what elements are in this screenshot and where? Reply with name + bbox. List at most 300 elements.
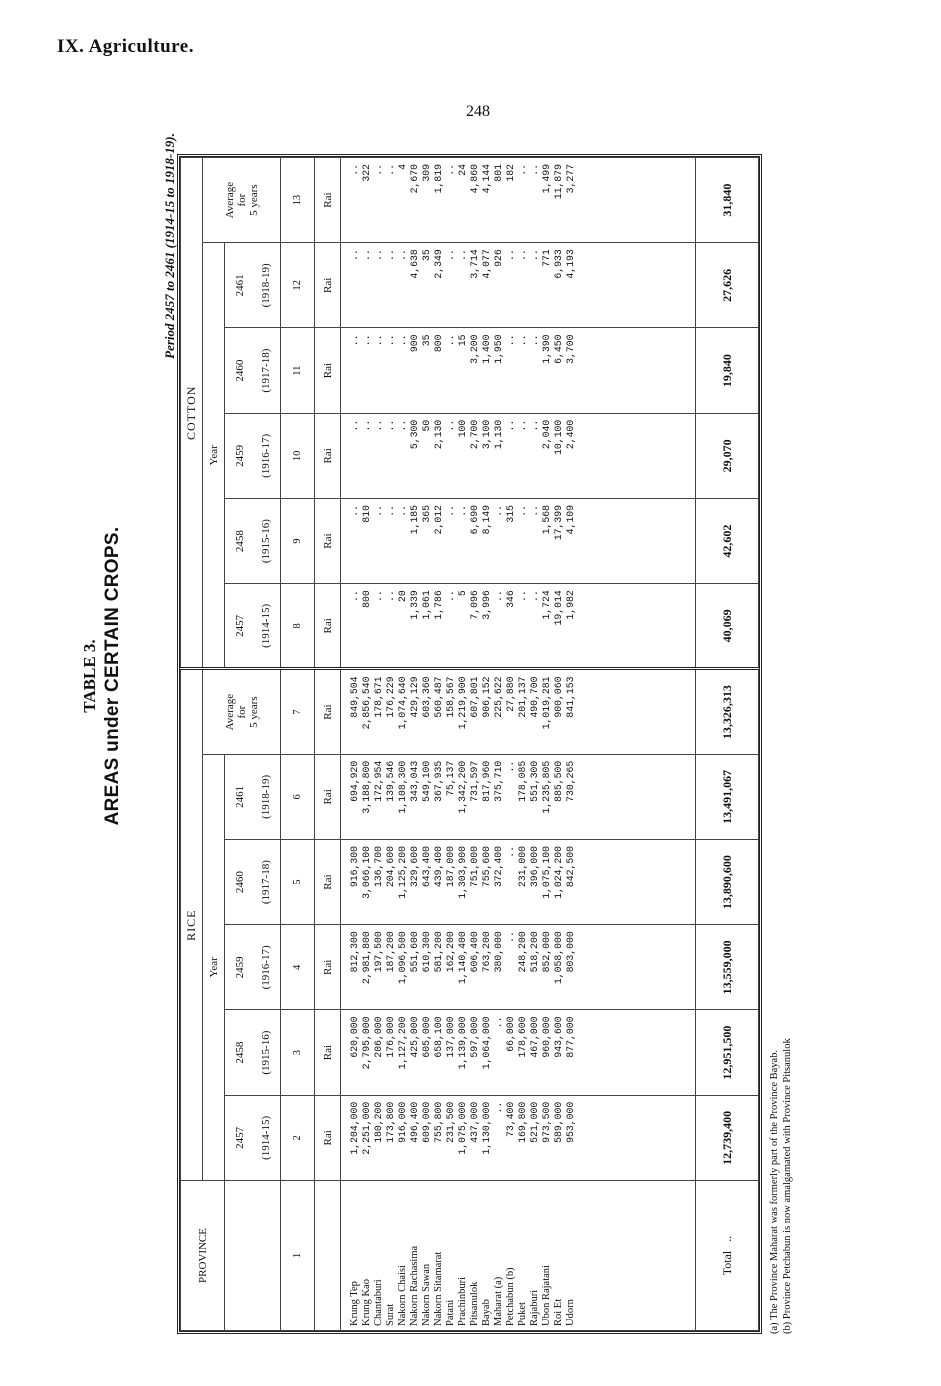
- rice-value: 916,000: [397, 1101, 408, 1143]
- rice-value: ..: [493, 1101, 504, 1114]
- rice-value: 2,795,000: [361, 1016, 372, 1070]
- cotton-total: 29,070: [696, 413, 759, 498]
- rice-value: 2,981,800: [361, 931, 372, 985]
- rice-value: 581,200: [433, 931, 444, 973]
- rice-value: 658,100: [433, 1016, 444, 1058]
- rice-value: 589,000: [553, 1101, 564, 1143]
- rice-value: 496,400: [409, 1101, 420, 1143]
- rice-value: 620,000: [349, 1016, 360, 1058]
- cotton-value: 1,982: [565, 590, 576, 620]
- rice-value: 1,125,200: [397, 846, 408, 899]
- cotton-value: 4,144: [481, 164, 492, 194]
- rice-average-label: Average: [223, 693, 236, 731]
- cotton-value: ..: [349, 419, 360, 432]
- cotton-header: COTTON: [181, 158, 203, 670]
- cotton-total: 31,840: [696, 158, 759, 243]
- rice-total: 13,326,313: [696, 669, 759, 754]
- rice-value: 172,954: [373, 760, 384, 802]
- rice-value: 610,300: [421, 931, 432, 973]
- cotton-value: 800: [361, 590, 372, 608]
- rice-value: 439,400: [433, 846, 444, 888]
- cotton-value: 35: [421, 249, 432, 262]
- rice-value: 900,060: [553, 676, 564, 718]
- rice-value: 803,000: [565, 931, 576, 973]
- cotton-value: ..: [445, 505, 456, 517]
- rice-value: 2,856,540: [361, 676, 372, 730]
- province-name: Petchabun (b): [505, 1267, 516, 1326]
- rice-column-2458: [341, 1010, 696, 1095]
- rice-value: 953,000: [565, 1101, 576, 1143]
- year-ad: (1914-15): [259, 1115, 272, 1160]
- cotton-value: 5,300: [409, 419, 420, 450]
- rice-value: 169,800: [517, 1101, 528, 1143]
- cotton-year-2460: [225, 328, 281, 413]
- rice-value: 916,300: [349, 846, 360, 888]
- rice-value: 173,800: [385, 1101, 396, 1143]
- cotton-value: ..: [445, 334, 456, 347]
- cotton-value: ..: [349, 249, 360, 262]
- period-caption: Period 2457 to 2461 (1914-15 to 1918-19).: [162, 133, 177, 359]
- rice-value: 1,064,000: [481, 1016, 492, 1070]
- column-number: 9: [281, 499, 315, 584]
- cotton-value: ..: [445, 590, 456, 603]
- rice-average-years: 5 years: [247, 696, 260, 728]
- rice-value: 643,400: [421, 846, 432, 888]
- rice-value: 1,140,400: [457, 931, 468, 985]
- rice-value: 343,043: [409, 760, 420, 802]
- section-header: IX. Agriculture.: [57, 36, 194, 57]
- year-be: 2461: [233, 274, 246, 297]
- year-ad: (1917-18): [259, 348, 272, 393]
- rice-value: 1,074,640: [397, 676, 408, 730]
- cotton-value: ..: [385, 249, 396, 262]
- rice-value: 187,000: [445, 846, 456, 888]
- rice-value: 66,000: [505, 1016, 516, 1052]
- cotton-value: ..: [373, 249, 384, 262]
- cotton-value: 2,040: [541, 419, 552, 450]
- rice-year-2461: [225, 754, 281, 839]
- rice-value: 1,342,200: [457, 760, 468, 814]
- rice-value: 372,400: [493, 846, 504, 888]
- column-number: 10: [281, 413, 315, 498]
- cotton-total: 40,069: [696, 584, 759, 669]
- cotton-column-2459: [341, 413, 696, 498]
- year-ad: (1915-16): [259, 1030, 272, 1075]
- cotton-value: 2,130: [433, 419, 444, 450]
- rice-value: 906,152: [481, 676, 492, 718]
- rice-value: 206,000: [373, 1016, 384, 1058]
- cotton-value: 50: [421, 419, 432, 432]
- cotton-value: ..: [397, 419, 408, 432]
- cotton-column-2460: [341, 328, 696, 413]
- cotton-value: ..: [445, 249, 456, 262]
- cotton-value: 3,714: [469, 249, 480, 279]
- cotton-value: 5: [457, 590, 468, 597]
- cotton-year-2457: [225, 584, 281, 669]
- cotton-value: 7,096: [469, 590, 480, 620]
- cotton-column-2457: [341, 584, 696, 669]
- rice-column-2461: [341, 754, 696, 839]
- rice-value: 136,700: [373, 846, 384, 888]
- cotton-value: 3,100: [481, 419, 492, 450]
- cotton-value: 4,860: [469, 164, 480, 194]
- unit-label: Rai: [315, 669, 341, 754]
- cotton-value: ..: [517, 164, 528, 176]
- cotton-value: 1,568: [541, 505, 552, 535]
- rice-value: 885,500: [553, 760, 564, 802]
- rice-value: ..: [505, 760, 516, 773]
- unit-label: Rai: [315, 925, 341, 1010]
- column-number: 3: [281, 1010, 315, 1095]
- cotton-value: 19,014: [553, 590, 564, 626]
- rice-value: 1,139,000: [457, 1016, 468, 1070]
- cotton-value: ..: [385, 590, 396, 603]
- rice-value: 609,000: [421, 1101, 432, 1143]
- rice-value: 73,400: [505, 1101, 516, 1138]
- year-ad: (1917-18): [259, 860, 272, 905]
- cotton-value: ..: [397, 249, 408, 262]
- rice-value: 27,880: [505, 676, 516, 712]
- cotton-value: 3,996: [481, 590, 492, 620]
- cotton-total: 42,602: [696, 499, 759, 584]
- rice-value: ..: [493, 1016, 504, 1029]
- year-ad: (1916-17): [259, 945, 272, 990]
- province-name: Nakorn Rachasima: [409, 1245, 420, 1326]
- cotton-value: 1,339: [409, 590, 420, 620]
- cotton-value: ..: [529, 419, 540, 432]
- rice-value: 178,600: [517, 1016, 528, 1058]
- cotton-value: 810: [361, 505, 372, 523]
- column-number-row: [281, 158, 315, 1331]
- rice-average-for: for: [235, 705, 248, 719]
- rice-value: 1,127,200: [397, 1016, 408, 1070]
- rice-year-header: Year: [203, 754, 225, 1180]
- cotton-value: 4: [397, 164, 408, 170]
- cotton-column-2461: [341, 243, 696, 328]
- unit-label: Rai: [315, 243, 341, 328]
- unit-row: [315, 158, 341, 1331]
- cotton-value: 926: [493, 249, 504, 267]
- unit-label: Rai: [315, 413, 341, 498]
- province-name: Nakorn Chaisi: [397, 1265, 408, 1326]
- rice-value: 176,000: [385, 1016, 396, 1058]
- column-number: 5: [281, 840, 315, 925]
- province-header: PROVINCE: [181, 1181, 225, 1331]
- unit-label: Rai: [315, 158, 341, 243]
- rice-column-2457: [341, 1095, 696, 1180]
- cotton-value: 801: [493, 164, 504, 182]
- total-label: Total ..: [696, 1181, 759, 1331]
- year-be: 2460: [233, 359, 246, 382]
- rice-value: 225,622: [493, 676, 504, 718]
- footnotes: [768, 1038, 794, 1334]
- province-name: Roi Et: [553, 1298, 564, 1326]
- cotton-value: ..: [373, 419, 384, 432]
- cotton-value: 1,130: [493, 419, 504, 450]
- cotton-value: ..: [349, 164, 360, 176]
- cotton-value: 100: [457, 419, 468, 438]
- cotton-value: ..: [397, 505, 408, 517]
- cotton-column-average: [341, 158, 696, 243]
- rice-value: 731,597: [469, 760, 480, 802]
- rice-value: 1,219,900: [457, 676, 468, 730]
- column-number: 6: [281, 754, 315, 839]
- rice-value: 943,600: [553, 1016, 564, 1058]
- cotton-column-2458: [341, 499, 696, 584]
- cotton-year-2459: [225, 413, 281, 498]
- unit-blank: [315, 1181, 341, 1331]
- rice-value: 1,204,000: [349, 1101, 360, 1155]
- rice-value: 1,303,900: [457, 846, 468, 899]
- rice-value: 139,546: [385, 760, 396, 802]
- cotton-value: 309: [421, 164, 432, 182]
- province-name: Krung Tep: [349, 1281, 360, 1326]
- rice-value: 187,200: [385, 931, 396, 973]
- cotton-average-label: Average: [223, 181, 236, 219]
- cotton-value: ..: [517, 505, 528, 517]
- cotton-value: ..: [349, 590, 360, 603]
- cotton-value: 6,933: [553, 249, 564, 279]
- province-name: Rajaburi: [529, 1289, 540, 1326]
- cotton-value: 17,399: [553, 505, 564, 541]
- rice-value: 852,000: [541, 931, 552, 973]
- province-name: Ubon Rajatani: [541, 1265, 552, 1326]
- cotton-value: 15: [457, 334, 468, 347]
- unit-label: Rai: [315, 584, 341, 669]
- rice-value: 603,360: [421, 676, 432, 718]
- cotton-value: ..: [445, 164, 456, 176]
- footnote-b: (b) Province Petchabun is now amalgamated with Province Pitsanulok: [782, 1038, 793, 1334]
- rice-value: 973,500: [541, 1101, 552, 1143]
- rice-value: 201,137: [517, 676, 528, 718]
- cotton-value: ..: [385, 505, 396, 517]
- year-ad: (1918-19): [259, 774, 272, 819]
- rice-total: 12,951,500: [696, 1010, 759, 1095]
- province-name: Nakorn Sawan: [421, 1263, 432, 1326]
- rice-value: 490,700: [529, 676, 540, 718]
- cotton-value: ..: [529, 505, 540, 517]
- cotton-value: 322: [361, 164, 372, 182]
- rice-value: 755,800: [433, 1101, 444, 1143]
- unit-label: Rai: [315, 1010, 341, 1095]
- rice-value: 429,129: [409, 676, 420, 718]
- cotton-value: 11,879: [553, 164, 564, 200]
- cotton-value: ..: [385, 334, 396, 347]
- cotton-value: 4,638: [409, 249, 420, 279]
- cotton-value: ..: [493, 590, 504, 603]
- province-name: Maharat (a): [493, 1276, 504, 1326]
- rice-value: 1,024,200: [553, 846, 564, 899]
- rice-value: 1,058,000: [553, 931, 564, 985]
- cotton-value: ..: [493, 505, 504, 517]
- rice-value: 180,200: [373, 1101, 384, 1143]
- rice-value: 467,000: [529, 1016, 540, 1058]
- cotton-value: ..: [397, 334, 408, 347]
- cotton-value: 365: [421, 505, 432, 523]
- column-number: 11: [281, 328, 315, 413]
- rice-value: 3,066,100: [361, 846, 372, 899]
- year-be: 2458: [233, 530, 246, 553]
- footnote-a: (a) The Province Maharat was formerly part of the Province Bayab.: [769, 1049, 780, 1334]
- rice-column-average: [341, 669, 696, 754]
- rice-value: 425,000: [409, 1016, 420, 1058]
- column-number: 4: [281, 925, 315, 1010]
- cotton-value: 4,077: [481, 249, 492, 279]
- table-title: AREAS under CERTAIN CROPS.: [102, 526, 123, 826]
- rice-value: 607,801: [469, 676, 480, 718]
- column-number: 1: [281, 1181, 315, 1331]
- province-header-blank: [225, 1181, 281, 1331]
- province-name: Krung Kao: [361, 1279, 372, 1326]
- cotton-value: ..: [361, 334, 372, 347]
- rice-value: 817,960: [481, 760, 492, 802]
- cotton-value: 8,149: [481, 505, 492, 535]
- province-list: [341, 1181, 696, 1331]
- cotton-value: ..: [373, 505, 384, 517]
- cotton-value: ..: [517, 249, 528, 262]
- rice-value: 960,000: [541, 1016, 552, 1058]
- cotton-value: ..: [385, 164, 396, 176]
- rice-value: 694,920: [349, 760, 360, 802]
- rice-value: ..: [505, 846, 516, 858]
- cotton-value: 771: [541, 249, 552, 267]
- cotton-value: 6,450: [553, 334, 564, 364]
- rice-value: ..: [505, 931, 516, 944]
- cotton-year-header: Year: [203, 243, 225, 669]
- rice-value: 549,100: [421, 760, 432, 802]
- cotton-value: ..: [529, 249, 540, 262]
- cotton-value: 900: [409, 334, 420, 353]
- cotton-value: ..: [457, 505, 468, 517]
- cotton-value: 1,786: [433, 590, 444, 620]
- year-be: 2457: [233, 1126, 246, 1149]
- column-number: 2: [281, 1095, 315, 1180]
- year-ad: (1918-19): [259, 263, 272, 308]
- cotton-value: ..: [349, 334, 360, 347]
- cotton-value: 10,100: [553, 419, 564, 456]
- cotton-value: ..: [529, 334, 540, 347]
- cotton-value: 3,277: [565, 164, 576, 194]
- rice-value: 560,487: [433, 676, 444, 718]
- rice-value: 367,935: [433, 760, 444, 802]
- cotton-value: ..: [349, 505, 360, 517]
- province-name: Udorn: [565, 1299, 576, 1326]
- page-number: 248: [466, 103, 490, 120]
- cotton-value: 3,200: [469, 334, 480, 364]
- year-be: 2460: [233, 871, 246, 894]
- rice-column-2460: [341, 840, 696, 925]
- province-name: Patani: [445, 1299, 456, 1326]
- rice-value: 178,085: [517, 760, 528, 802]
- cotton-value: ..: [505, 334, 516, 347]
- total-row: [696, 158, 759, 1331]
- crop-areas-table: [177, 154, 762, 1334]
- rice-value: 841,153: [565, 676, 576, 718]
- rice-value: 329,600: [409, 846, 420, 888]
- rice-value: 178,671: [373, 676, 384, 718]
- cotton-value: 1,185: [409, 505, 420, 535]
- table-label: TABLE 3.: [80, 639, 99, 713]
- province-name: Puket: [517, 1302, 528, 1326]
- cotton-total: 27,626: [696, 243, 759, 328]
- cotton-value: ..: [361, 419, 372, 432]
- rice-value: 763,200: [481, 931, 492, 973]
- rice-total: 13,890,600: [696, 840, 759, 925]
- rice-year-2459: [225, 925, 281, 1010]
- year-be: 2459: [233, 956, 246, 979]
- rice-value: 375,710: [493, 760, 504, 802]
- rice-value: 2,251,000: [361, 1101, 372, 1155]
- cotton-value: ..: [373, 164, 384, 176]
- unit-label: Rai: [315, 840, 341, 925]
- cotton-average-for: for: [235, 193, 248, 207]
- rice-value: 730,265: [565, 760, 576, 802]
- rice-year-2458: [225, 1010, 281, 1095]
- year-ad: (1916-17): [259, 433, 272, 478]
- cotton-value: ..: [517, 334, 528, 347]
- cotton-value: 2,400: [565, 419, 576, 450]
- cotton-value: 1,061: [421, 590, 432, 620]
- rice-value: 248,200: [517, 931, 528, 973]
- cotton-value: 315: [505, 505, 516, 523]
- rice-value: 521,000: [529, 1101, 540, 1143]
- cotton-value: 1,400: [481, 334, 492, 364]
- rice-value: 204,600: [385, 846, 396, 888]
- cotton-value: ..: [445, 419, 456, 432]
- rice-total: 12,739,400: [696, 1095, 759, 1180]
- rice-value: 1,019,281: [541, 676, 552, 730]
- rice-value: 231,000: [517, 846, 528, 888]
- cotton-value: ..: [529, 164, 540, 176]
- province-name: Prachinburi: [457, 1277, 468, 1326]
- rice-value: 1,130,000: [481, 1101, 492, 1155]
- province-name: Pitsanulok: [469, 1281, 480, 1326]
- year-be: 2458: [233, 1041, 246, 1064]
- cotton-value: ..: [373, 334, 384, 347]
- cotton-value: 24: [457, 164, 468, 176]
- rice-value: 162,200: [445, 931, 456, 973]
- rice-value: 158,567: [445, 676, 456, 718]
- rice-total: 13,491,067: [696, 754, 759, 839]
- cotton-value: 1,499: [541, 164, 552, 194]
- rice-value: 551,300: [529, 760, 540, 802]
- cotton-value: ..: [457, 249, 468, 262]
- rice-value: 755,600: [481, 846, 492, 888]
- rice-value: 605,000: [421, 1016, 432, 1058]
- rice-value: 197,500: [373, 931, 384, 973]
- rice-value: 812,300: [349, 931, 360, 973]
- cotton-value: 2,670: [409, 164, 420, 194]
- cotton-value: 4,193: [565, 249, 576, 279]
- year-be: 2457: [233, 614, 246, 637]
- rice-value: 849,504: [349, 676, 360, 718]
- cotton-total: 19,840: [696, 328, 759, 413]
- cotton-value: ..: [529, 590, 540, 603]
- column-number: 7: [281, 669, 315, 754]
- rice-value: 1,235,805: [541, 760, 552, 814]
- rice-value: 380,000: [493, 931, 504, 973]
- rice-value: 1,075,000: [457, 1101, 468, 1155]
- province-name: Bayab: [481, 1299, 492, 1326]
- rice-value: 1,075,100: [541, 846, 552, 899]
- cotton-value: ..: [505, 249, 516, 262]
- year-ad: (1914-15): [259, 603, 272, 648]
- column-number: 8: [281, 584, 315, 669]
- cotton-year-2458: [225, 499, 281, 584]
- column-number: 12: [281, 243, 315, 328]
- unit-label: Rai: [315, 499, 341, 584]
- province-name: Nakorn Sitamarat: [433, 1251, 444, 1326]
